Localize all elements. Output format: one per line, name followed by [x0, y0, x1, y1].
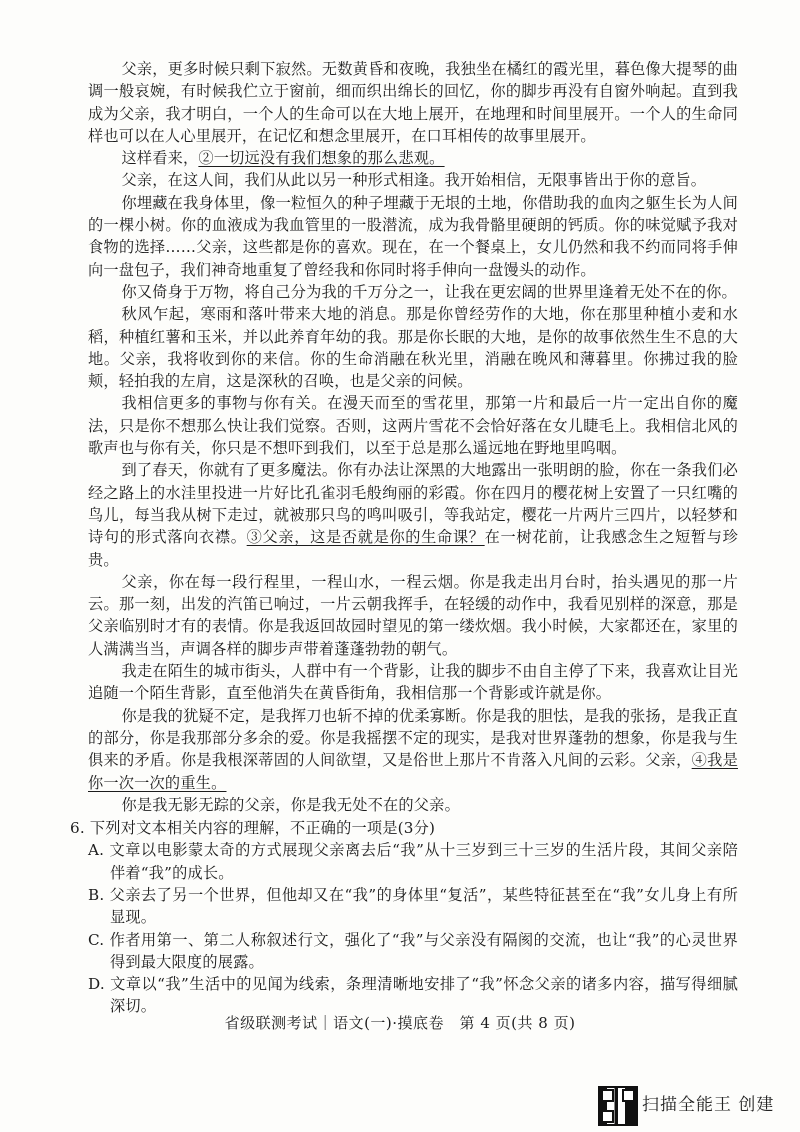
paragraph	[88, 705, 738, 794]
paragraph: 你埋藏在我身体里，像一粒恒久的种子埋藏于无垠的土地，你借助我的血肉之躯生长为人间的一棵小树。你的血液成为我血管里的一股潜流，成为我骨骼里硬朗的钙质。你的味觉赋予我对食物的选择……父亲，这些都是你的喜欢。现在，在一个餐桌上，女儿仍然和我不约而同将手伸向一盘包子，我们神奇地重复了曾经我和你同时将手伸向一盘馒头的动作。	[88, 193, 738, 279]
paragraph-body: 到了春天，你就有了更多魔法。你有办法让深黑的大地露出一张明朗的脸，你在一条我们必经之路上的水洼里投进一片好比孔雀羽毛般绚丽的彩霞。你在四月的樱花树上安置了一只红嘴的鸟儿，每当我从树下走过，就被那只鸟的鸣叫吸引，等我站定，樱花一片两片三四片，以轻梦和诗句的形式落向衣襟。	[88, 461, 738, 547]
paragraph: 父亲，你在每一段行程里，一程山水，一程云烟。你是我走出月台时，抬头遇见的那一片云。那一刻，出发的汽笛已响过，一片云朝我挥手，在轻缓的动作中，我看见别样的深意，那是父亲临别时才有的表情。你是我返回故园时望见的第一缕炊烟。我小时候，大家都还在，家里的人满满当当，声调各样的脚步声带着蓬蓬勃勃的朝气。	[88, 572, 738, 658]
paragraph: 你是我无影无踪的父亲，你是我无处不在的父亲。	[121, 795, 460, 814]
article-text	[70, 58, 739, 1018]
paragraph	[88, 147, 738, 169]
paragraph: 我相信更多的事物与你有关。在漫天而至的雪花里，那第一片和最后一片一定出自你的魔法，只是你不想那么快让我们觉察。否则，这两片雪花不会恰好落在女儿睫毛上。我相信北风的歌声也与你有关，你只是不想吓到我们，以至于总是那么遥远地在野地里呜咽。	[88, 394, 738, 458]
qr-code-icon	[598, 1086, 638, 1126]
page-footer: 省级联测考试｜语文(一)·摸底卷 第 4 页(共 8 页)	[224, 1014, 576, 1032]
paragraph: 父亲，在这人间，我们从此以另一种形式相逢。我开始相信，无限事皆出于你的意旨。	[121, 171, 707, 190]
paragraph: 我走在陌生的城市街头，人群中有一个背影，让我的脚步不由自主停了下来，我喜欢让目光追随一个陌生背影，直至他消失在黄昏街角，我相信那一个背影或许就是你。	[88, 662, 738, 703]
underlined-sentence-4: ④我是你一次一次的重生。	[88, 751, 738, 792]
option-b: B. 父亲去了另一个世界，但他却又在“我”的身体里“复活”，某些特征甚至在“我”女儿身上有所显现。	[88, 885, 738, 927]
option-d: D. 文章以“我”生活中的见闻为线索，条理清晰地安排了“我”怀念父亲的诸多内容，描写得细腻深切。	[88, 975, 738, 1016]
scanner-watermark: 扫描全能王 创建	[642, 1095, 775, 1115]
paragraph: 你又倚身于万物，将自己分为我的千万分之一，让我在更宏阔的世界里逢着无处不在的你。	[121, 282, 737, 301]
paragraph-body: 你是我的犹疑不定，是我挥刀也斩不掉的优柔寡断。你是我的胆怯，是我的张扬，是我正直的部分，你是我那部分多余的爱。你是我摇摆不定的现实，是我对世界蓬勃的想象，你是我与生俱来的矛盾。你是我根深蒂固的人间欲望，又是俗世上那片不肯落入凡间的云彩。父亲，	[88, 706, 738, 770]
question-stem: 6. 下列对文本相关内容的理解，不正确的一项是(3分)	[70, 819, 436, 838]
paragraph: 父亲，更多时候只剩下寂然。无数黄昏和夜晚，我独坐在橘红的霞光里，暮色像大提琴的曲调一般哀婉，有时候我伫立于窗前，细而织出绵长的回忆，你的脚步再没有自窗外响起。直到我成为父亲，我才明白，一个人的生命可以在大地上展开，在地理和时间里展开。一个人的生命同样也可以在人心里展开，在记忆和想念里展开，在口耳相传的故事里展开。	[88, 60, 738, 145]
underlined-sentence-3: ③父亲，这是否就是你的生命课？	[246, 528, 485, 547]
paragraph-lead: 这样看来，	[121, 149, 199, 168]
underlined-sentence-2: ②一切远没有我们想象的那么悲观。	[198, 149, 445, 168]
option-c: C. 作者用第一、第二人称叙述行文，强化了“我”与父亲没有隔阂的交流，也让“我”的心灵世界得到最大限度的展露。	[88, 930, 738, 971]
option-a: A. 文章以电影蒙太奇的方式展现父亲离去后“我”从十三岁到三十三岁的生活片段，其间父亲陪伴着“我”的成长。	[88, 841, 738, 882]
question-6	[70, 817, 738, 1018]
paragraph-tail: 在一树花前，让我感念生之短暂与珍贵。	[88, 528, 739, 569]
paragraph: 秋风乍起，寒雨和落叶带来大地的消息。那是你曾经劳作的大地，你在那里种植小麦和水稻，种植红薯和玉米，并以此养育年幼的我。那是你长眠的大地，是你的故事依然生生不息的大地。父亲，我将收到你的来信。你的生命消融在秋光里，消融在晚风和薄暮里。你拂过我的脸颊，轻拍我的左肩，这是深秋的召唤，也是父亲的问候。	[88, 305, 738, 391]
paragraph	[88, 459, 738, 570]
